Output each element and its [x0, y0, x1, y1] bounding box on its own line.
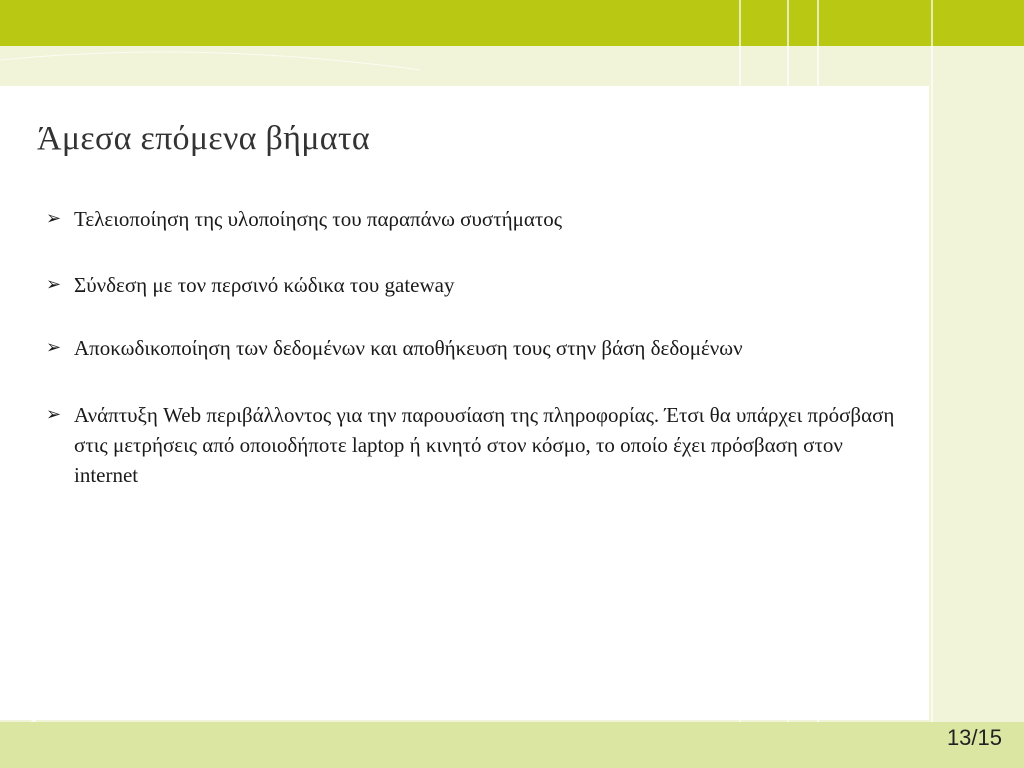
page-number: 13/15	[946, 725, 1002, 750]
bullet-list	[46, 204, 896, 526]
bullet-text: Ανάπτυξη Web περιβάλλοντος για την παρουσίαση της πληροφορίας. Έτσι θα υπάρχει πρόσβαση στις μετρήσεις από οποιοδήποτε laptop ή κινητό στον κόσμο, το οποίο έχει πρόσβαση στον internet	[74, 403, 895, 487]
bullet-item	[46, 400, 896, 490]
bullet-text: Σύνδεση με τον περσινό κώδικα του gateway	[74, 273, 455, 297]
arrowhead-bullet-icon: ➢	[46, 274, 62, 295]
bullet-item	[46, 270, 896, 300]
bottom-green-band	[0, 722, 1024, 768]
bullet-text: Τελειοποίηση της υλοποίησης του παραπάνω συστήματος	[74, 207, 563, 231]
slide-title: Άμεσα επόμενα βήματα	[37, 120, 370, 157]
bullet-item	[46, 204, 896, 234]
bullet-item	[46, 333, 896, 363]
bullet-text: Αποκωδικοποίηση των δεδομένων και αποθήκευση τους στην βάση δεδομένων	[74, 336, 743, 360]
arrowhead-bullet-icon: ➢	[46, 404, 62, 425]
arrowhead-bullet-icon: ➢	[46, 208, 62, 229]
arrowhead-bullet-icon: ➢	[46, 337, 62, 358]
